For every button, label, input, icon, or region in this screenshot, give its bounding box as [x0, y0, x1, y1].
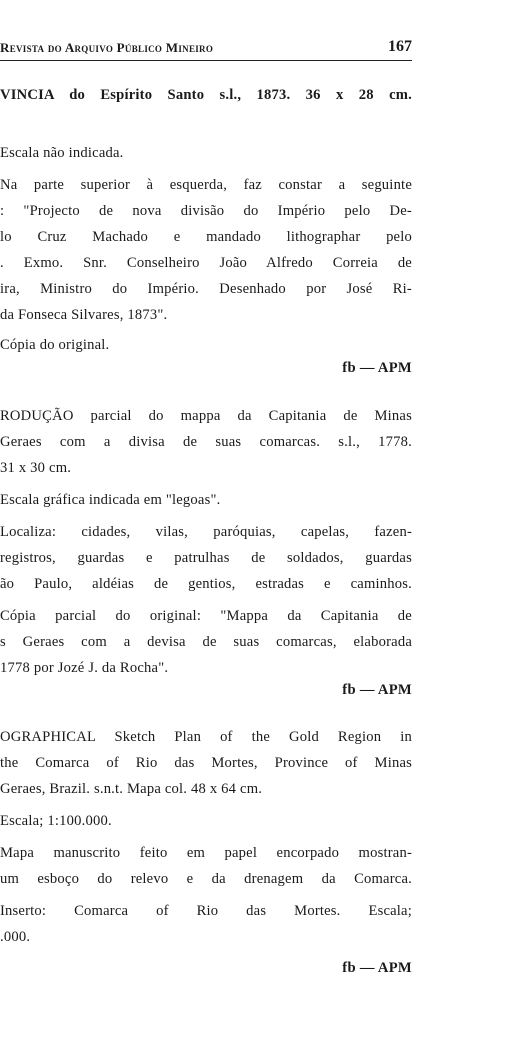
entry-credit: fb — APM [342, 682, 412, 698]
entry-line: Geraes com a divisa de suas comarcas. s.l., 1778. [0, 434, 412, 450]
entry-credit: fb — APM [342, 360, 412, 376]
entry-line: Cópia parcial do original: "Mappa da Capitania de [0, 608, 412, 624]
entry-line: um esboço do relevo e da drenagem da Comarca. [0, 871, 412, 887]
running-title: Revista do Arquivo Público Mineiro [0, 40, 214, 55]
entry-line: . Exmo. Snr. Conselheiro João Alfredo Correia de [0, 255, 412, 271]
entry-line: lo Cruz Machado e mandado lithographar pelo [0, 229, 412, 245]
entry-line: : "Projecto de nova divisão do Império pelo De- [0, 203, 412, 219]
entry-line: da Fonseca Silvares, 1873". [0, 307, 168, 323]
entry-line: .000. [0, 929, 31, 945]
entry-line: Inserto: Comarca of Rio das Mortes. Escala; [0, 903, 412, 919]
entry-line: the Comarca of Rio das Mortes, Province of Minas [0, 755, 412, 771]
entry-line: Mapa manuscrito feito em papel encorpado mostran- [0, 845, 412, 861]
entry-title-line: OGRAPHICAL Sketch Plan of the Gold Region in [0, 729, 412, 745]
page-number: 167 [388, 38, 412, 55]
entry-line: ira, Ministro do Império. Desenhado por José Ri- [0, 281, 412, 297]
entry-line: Geraes, Brazil. s.n.t. Mapa col. 48 x 64 cm. [0, 781, 263, 797]
entry-line: registros, guardas e patrulhas de soldados, guardas [0, 550, 412, 566]
entry-line: Escala gráfica indicada em "legoas". [0, 492, 221, 508]
entry-credit: fb — APM [342, 960, 412, 976]
page-header [0, 38, 412, 61]
entry-title-line: VINCIA do Espírito Santo s.l., 1873. 36 x 28 cm. [0, 87, 412, 103]
entry-line: Escala; 1:100.000. [0, 813, 112, 829]
entry-line: ão Paulo, aldéias de gentios, estradas e caminhos. [0, 576, 412, 592]
entry-title-line: RODUÇÃO parcial do mappa da Capitania de Minas [0, 408, 412, 424]
entry-line: Na parte superior à esquerda, faz constar a seguinte [0, 177, 412, 193]
entry-line: Localiza: cidades, vilas, paróquias, capelas, fazen- [0, 524, 412, 540]
entry-line: Escala não indicada. [0, 145, 124, 161]
entry-line: s Geraes com a devisa de suas comarcas, elaborada [0, 634, 412, 650]
entry-line: 31 x 30 cm. [0, 460, 72, 476]
entry-line: Cópia do original. [0, 337, 110, 353]
entry-line: 1778 por Jozé J. da Rocha". [0, 660, 169, 676]
